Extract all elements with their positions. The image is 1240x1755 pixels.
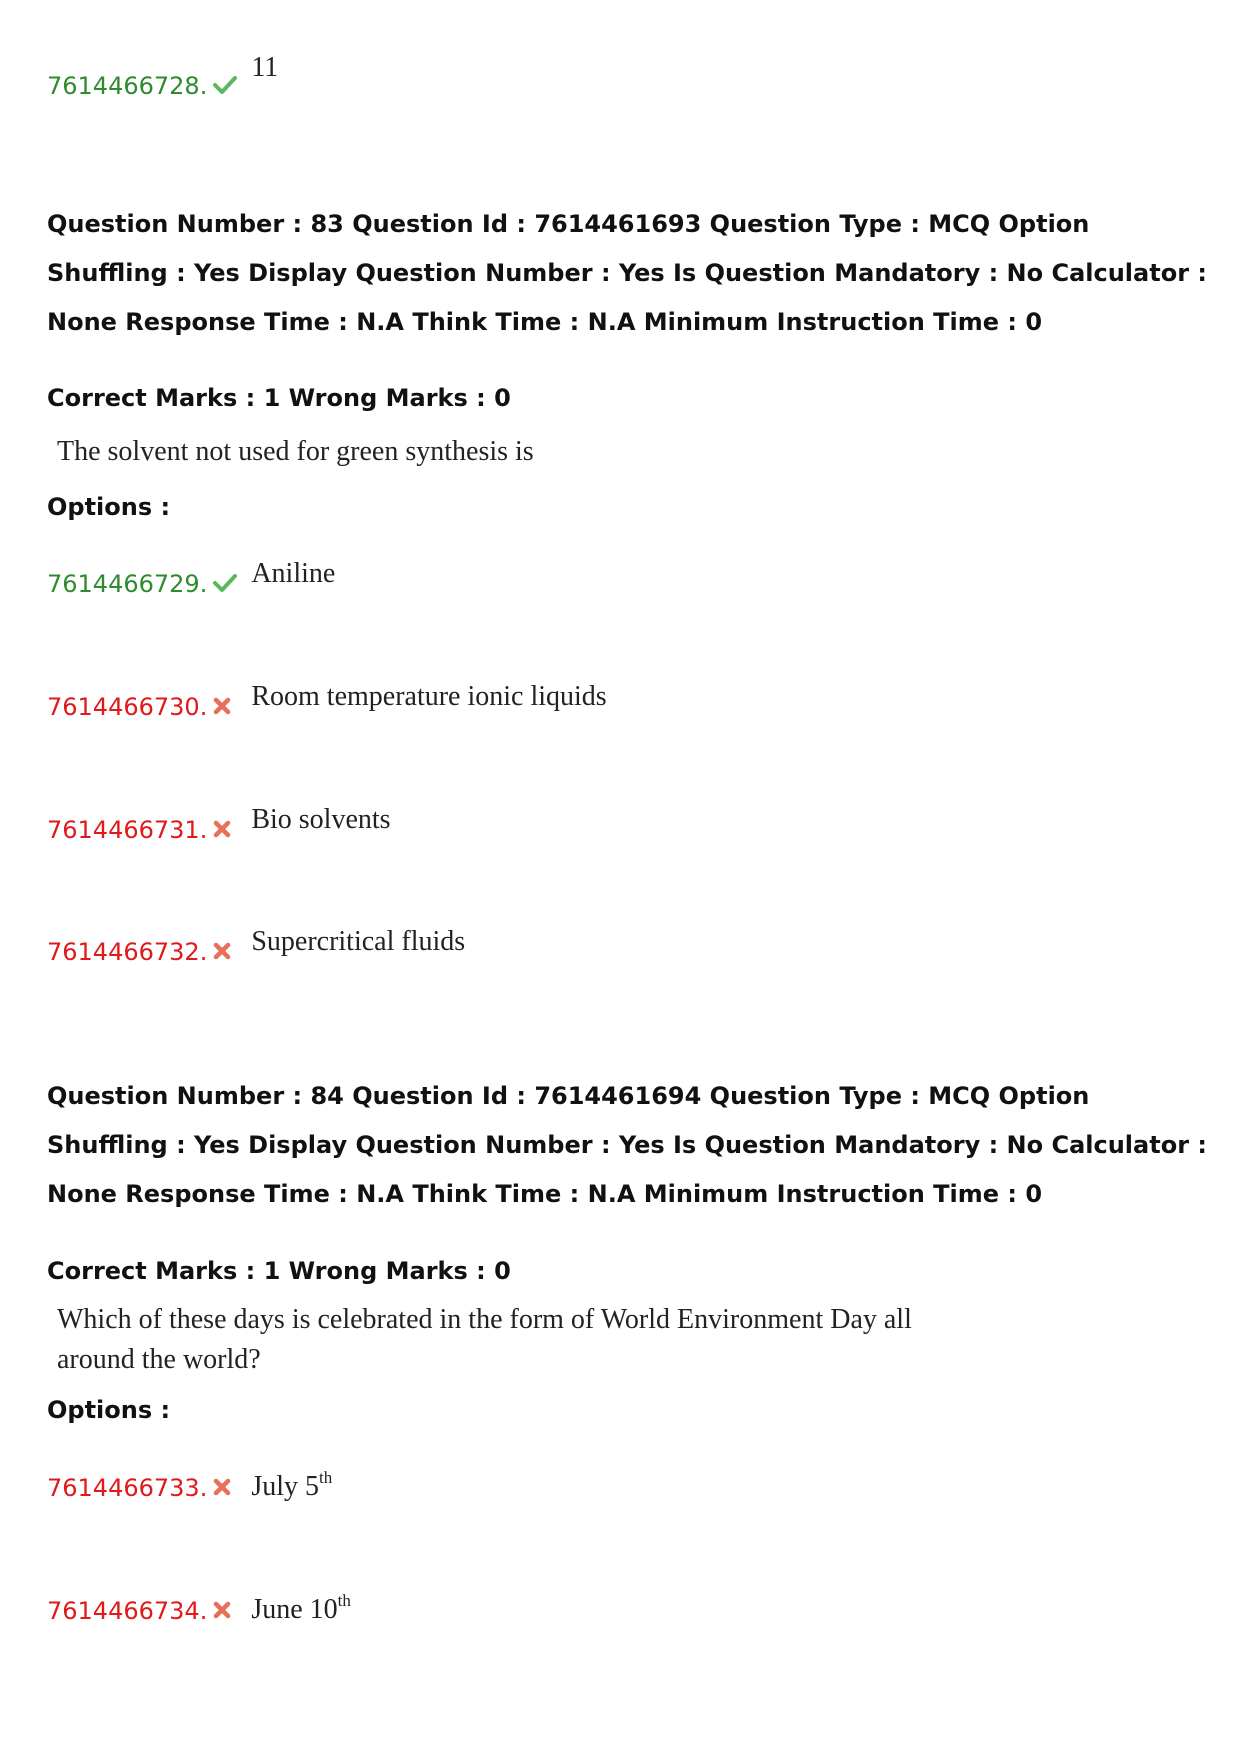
cross-icon <box>213 928 243 972</box>
question-header: Question Number : 83 Question Id : 7614461693 Question Type : MCQ Option Shuffling : Yes Display Question Number : Yes Is Question Mandatory : No Calculator : None Response Time : N.A Think Time : N.A Minimum Instruction Time : 0 <box>47 210 1207 336</box>
option-id: 7614466728. <box>47 72 208 100</box>
option-row <box>47 52 279 104</box>
cross-icon <box>213 1464 243 1508</box>
option-text: 11 <box>251 52 279 83</box>
option-text <box>251 1456 332 1509</box>
marks-line: Correct Marks : 1 Wrong Marks : 0 <box>47 1257 511 1285</box>
option-row <box>47 558 335 602</box>
marks-line: Correct Marks : 1 Wrong Marks : 0 <box>47 384 511 412</box>
option-row <box>47 1462 332 1506</box>
option-id: 7614466730. <box>47 693 208 721</box>
option-row <box>47 1585 351 1629</box>
option-text: Room temperature ionic liquids <box>251 681 607 712</box>
option-text: Supercritical fluids <box>251 926 466 957</box>
option-id: 7614466732. <box>47 938 208 966</box>
check-icon <box>213 62 243 106</box>
option-text-main: July 5 <box>251 1471 320 1502</box>
options-label: Options : <box>47 493 171 521</box>
option-row <box>47 926 465 970</box>
option-id: 7614466731. <box>47 816 208 844</box>
question-text: The solvent not used for green synthesis is <box>57 436 534 467</box>
option-text-sup: th <box>319 1468 333 1487</box>
check-icon <box>213 560 243 604</box>
option-id: 7614466734. <box>47 1597 208 1625</box>
question-text-line-2: around the world? <box>57 1344 261 1375</box>
option-text-sup: th <box>337 1591 351 1610</box>
option-text-main: June 10 <box>251 1594 338 1625</box>
option-id: 7614466729. <box>47 570 208 598</box>
option-text: Bio solvents <box>251 804 391 835</box>
question-header: Question Number : 84 Question Id : 7614461694 Question Type : MCQ Option Shuffling : Yes Display Question Number : Yes Is Question Mandatory : No Calculator : None Response Time : N.A Think Time : N.A Minimum Instruction Time : 0 <box>47 1082 1207 1208</box>
option-text <box>251 1579 351 1632</box>
cross-icon <box>213 683 243 727</box>
cross-icon <box>213 1587 243 1631</box>
options-label: Options : <box>47 1396 171 1424</box>
option-text: Aniline <box>251 558 336 589</box>
cross-icon <box>213 806 243 850</box>
question-text-line-1: Which of these days is celebrated in the form of World Environment Day all <box>57 1304 912 1335</box>
option-row <box>47 681 607 725</box>
option-id: 7614466733. <box>47 1474 208 1502</box>
option-row <box>47 804 391 848</box>
